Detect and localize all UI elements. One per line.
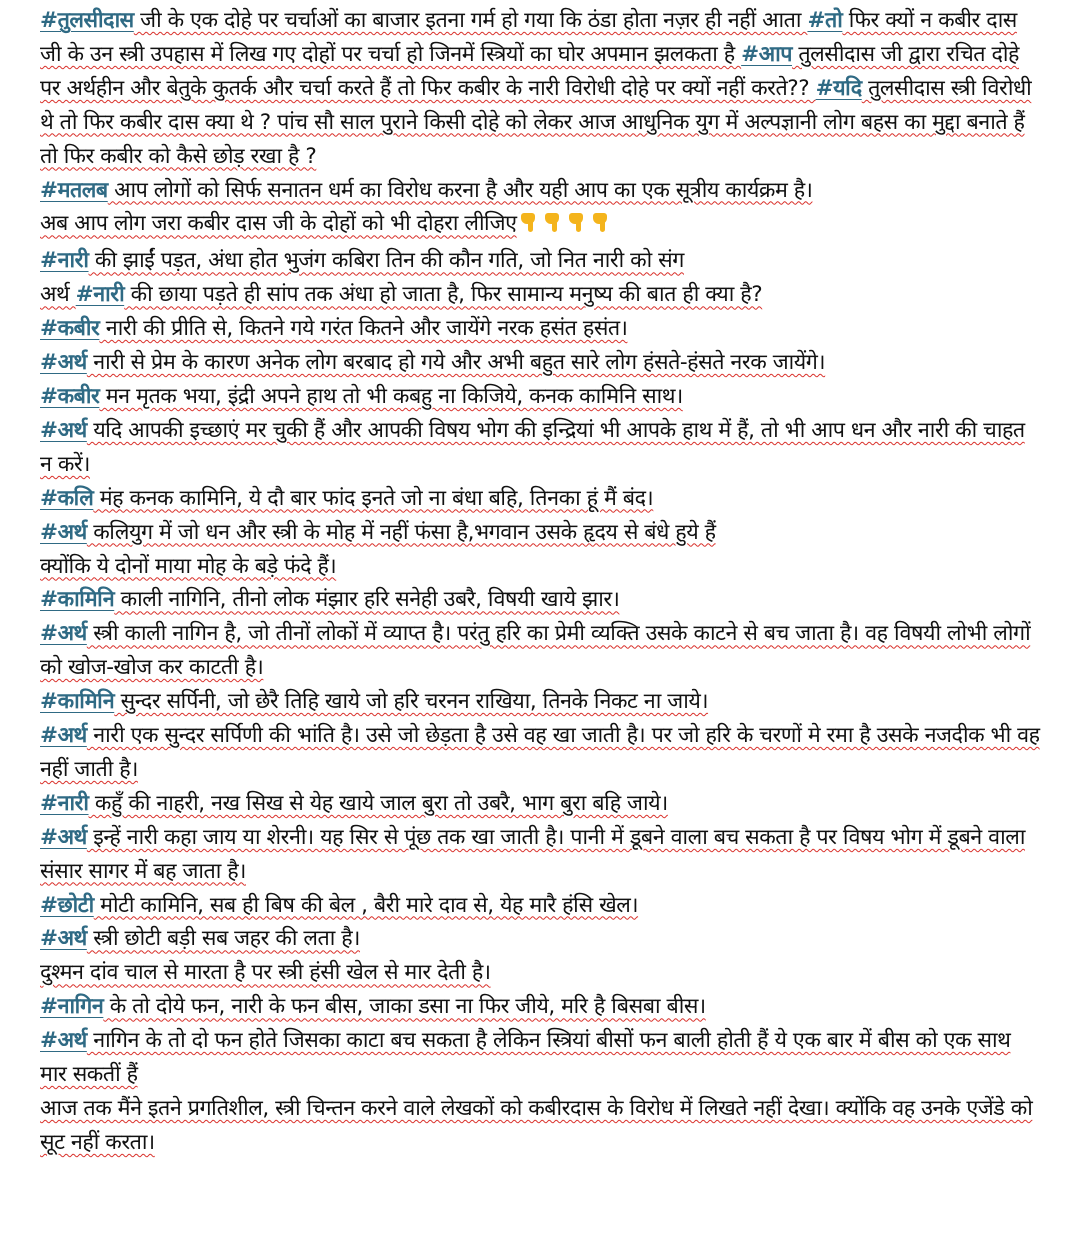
hashtag-link[interactable]: #अर्थ [40, 723, 87, 749]
hashtag-link[interactable]: #नारी [40, 248, 89, 274]
paragraph [40, 516, 1040, 550]
paragraph-text: की छाया पड़ते ही सांप तक अंधा हो जाता है, फिर सामान्य मनुष्य की बात ही क्या है? [124, 282, 763, 308]
paragraph [40, 207, 1040, 244]
paragraph-text: क्योंकि ये दोनों माया मोह के बड़े फंदे हैं। [40, 553, 337, 579]
paragraph-text: आज तक मैंने इतने प्रगतिशील, स्त्री चिन्तन करने वाले लेखकों को कबीरदास के विरोध में लिखते नहीं देखा। क्योंकि वह उनके एजेंडे को सूट नहीं करता। [40, 1096, 1033, 1155]
paragraph-text: नारी एक सुन्दर सर्पिणी की भांति है। उसे जो छेड़ता है उसे वह खा जाती है। पर जो हरि के चरणों मे रमा है उसके नजदीक भी वह नहीं जाती है। [40, 723, 1040, 782]
paragraph [40, 617, 1040, 685]
hashtag-link[interactable]: #कबीर [40, 383, 100, 409]
paragraph-text: स्त्री काली नागिन है, जो तीनों लोकों में व्याप्त है। परंतु हरि का प्रेमी व्यक्ति उसके काटने से बच जाता है। वह विषयी लोभी लोगों को खोज-खोज कर काटती है। [40, 621, 1031, 681]
paragraph [40, 922, 1040, 956]
paragraph [40, 4, 1040, 174]
paragraph [40, 414, 1040, 482]
paragraph [40, 278, 1040, 312]
paragraph-text: अर्थ [40, 282, 76, 308]
paragraph-text: तुलसीदास स्त्री विरोधी थे तो फिर कबीर दास क्या थे ? पांच सौ साल पुराने किसी दोहे को लेकर आज आधुनिक युग में अल्पज्ञानी लोग बहस का मुद्दा बनाते हैं तो फिर कबीर को कैसे छोड़ रखा है ? [40, 75, 1032, 169]
paragraph [40, 787, 1040, 821]
pointing-down-emoji-group [519, 210, 615, 244]
paragraph-text: यदि आपकी इच्छाएं मर चुकी हैं और आपकी विषय भोग की इन्द्रियां भी आपके हाथ में हैं, तो भी आप धन और नारी की चाहत न करें। [40, 417, 1025, 477]
hashtag-link[interactable]: #कबीर [40, 316, 100, 342]
paragraph-text: सुन्दर सर्पिनी, जो छेरै तिहि खाये जो हरि चरनन राखिया, तिनके निकट ना जाये। [114, 689, 709, 715]
paragraph-text: के तो दोये फन, नारी के फन बीस, जाका डसा ना फिर जीये, मरि है बिसबा बीस। [103, 994, 706, 1020]
paragraph-text: मन मृतक भया, इंद्री अपने हाथ तो भी कबहु ना किजिये, कनक कामिनि साथ। [99, 383, 683, 409]
paragraph-text: नारी की प्रीति से, कितने गये गरंत कितने और जायेंगे नरक हसंत हसंत। [99, 316, 628, 342]
paragraph [40, 889, 1040, 923]
paragraph [40, 380, 1040, 414]
hashtag-link[interactable]: #कामिनि [40, 689, 115, 715]
paragraph [40, 346, 1040, 380]
paragraph-text: कलियुग में जो धन और स्त्री के मोह में नहीं फंसा है,भगवान उसके हृदय से बंधे हुये हैं [86, 519, 716, 545]
paragraph-text: नारी से प्रेम के कारण अनेक लोग बरबाद हो गये और अभी बहुत सारे लोग हंसते-हंसते नरक जायेंगे। [86, 350, 826, 376]
paragraph [40, 312, 1040, 346]
paragraph-text: नागिन के तो दो फन होते जिसका काटा बच सकता है लेकिन स्त्रियां बीसों फन बाली होती हैं ये एक बार में बीस को एक साथ मार सकतीं हैं [40, 1028, 1011, 1088]
paragraph [40, 482, 1040, 516]
hashtag-link[interactable]: #आप [741, 41, 792, 67]
hashtag-link[interactable]: #अर्थ [40, 926, 87, 952]
pointing-down-hand-icon [591, 211, 611, 233]
paragraph [40, 719, 1040, 787]
hashtag-link[interactable]: #अर्थ [40, 824, 87, 850]
paragraph-text: आप लोगों को सिर्फ सनातन धर्म का विरोध करना है और यही आप का एक सूत्रीय कार्यक्रम है। [107, 177, 813, 203]
paragraph [40, 1092, 1040, 1160]
paragraph [40, 550, 1040, 584]
paragraph-text: मंह कनक कामिनि, ये दौ बार फांद इनते जो ना बंधा बहि, तिनका हूं मैं बंद। [93, 485, 654, 511]
hashtag-link[interactable]: #अर्थ [40, 519, 87, 545]
paragraph-text: कहुँ की नाहरी, नख सिख से येह खाये जाल बुरा तो उबरै, भाग बुरा बहि जाये। [88, 790, 668, 816]
paragraph-text: की झाईं पड़त, अंधा होत भुजंग कबिरा तिन की कौन गति, जो नित नारी को संग [88, 248, 684, 274]
paragraph [40, 1024, 1040, 1092]
hashtag-link[interactable]: #नारी [40, 790, 89, 816]
pointing-down-hand-icon [567, 211, 587, 233]
paragraph [40, 990, 1040, 1024]
paragraph [40, 174, 1040, 208]
paragraph [40, 583, 1040, 617]
paragraph [40, 956, 1040, 990]
hashtag-link[interactable]: #छोटी [40, 892, 94, 918]
hashtag-link[interactable]: #नागिन [40, 994, 104, 1020]
paragraph-text: जी के एक दोहे पर चर्चाओं का बाजार इतना गर्म हो गया कि ठंडा होता नज़र ही नहीं आता [133, 8, 808, 33]
hashtag-link[interactable]: #यदि [815, 75, 862, 101]
paragraph-text: इन्हें नारी कहा जाय या शेरनी। यह सिर से पूंछ तक खा जाती है। पानी में डूबने वाला बच सकता है पर विषय भोग में डूबने वाला संसार सागर में बह जाता है। [40, 824, 1025, 884]
paragraph-text: फिर क्यों न कबीर दास जी के उन स्त्री उपहास में लिख गए दोहों पर चर्चा हो जिनमें स्त्रियों का घोर अपमान झलकता है [40, 8, 1017, 67]
hashtag-link[interactable]: #अर्थ [40, 350, 87, 376]
paragraph-text: अब आप लोग जरा कबीर दास जी के दोहों को भी दोहरा लीजिए [40, 211, 517, 237]
paragraph [40, 821, 1040, 889]
paragraph-text: काली नागिनि, तीनो लोक मंझार हरि सनेही उबरै, विषयी खाये झार। [114, 587, 620, 613]
paragraph-text: तुलसीदास जी द्वारा रचित दोहे पर अर्थहीन और बेतुके कुतर्क और चर्चा करते हैं तो फिर कबीर के नारी विरोधी दोहे पर क्यों नहीं करते?? [40, 41, 1019, 101]
paragraph [40, 685, 1040, 719]
pointing-down-hand-icon [519, 211, 539, 233]
hashtag-link[interactable]: #कलि [40, 485, 94, 511]
hashtag-link[interactable]: #तो [807, 8, 843, 33]
hashtag-link[interactable]: #कामिनि [40, 587, 115, 613]
pointing-down-hand-icon [543, 211, 563, 233]
paragraph-text: स्त्री छोटी बड़ी सब जहर की लता है। [86, 926, 360, 952]
hashtag-link[interactable]: #अर्थ [40, 1028, 87, 1054]
paragraph-text: मोटी कामिनि, सब ही बिष की बेल , बैरी मारे दाव से, येह मारै हंसि खेल। [93, 892, 639, 918]
hashtag-link[interactable]: #मतलब [40, 177, 108, 203]
document-body [40, 4, 1040, 1160]
hashtag-link[interactable]: #तुलसीदास [40, 8, 134, 33]
hashtag-link[interactable]: #नारी [75, 282, 125, 308]
hashtag-link[interactable]: #अर्थ [40, 621, 87, 647]
paragraph-text: दुश्मन दांव चाल से मारता है पर स्त्री हंसी खेल से मार देती है। [40, 960, 491, 986]
hashtag-link[interactable]: #अर्थ [40, 417, 87, 443]
paragraph [40, 244, 1040, 278]
